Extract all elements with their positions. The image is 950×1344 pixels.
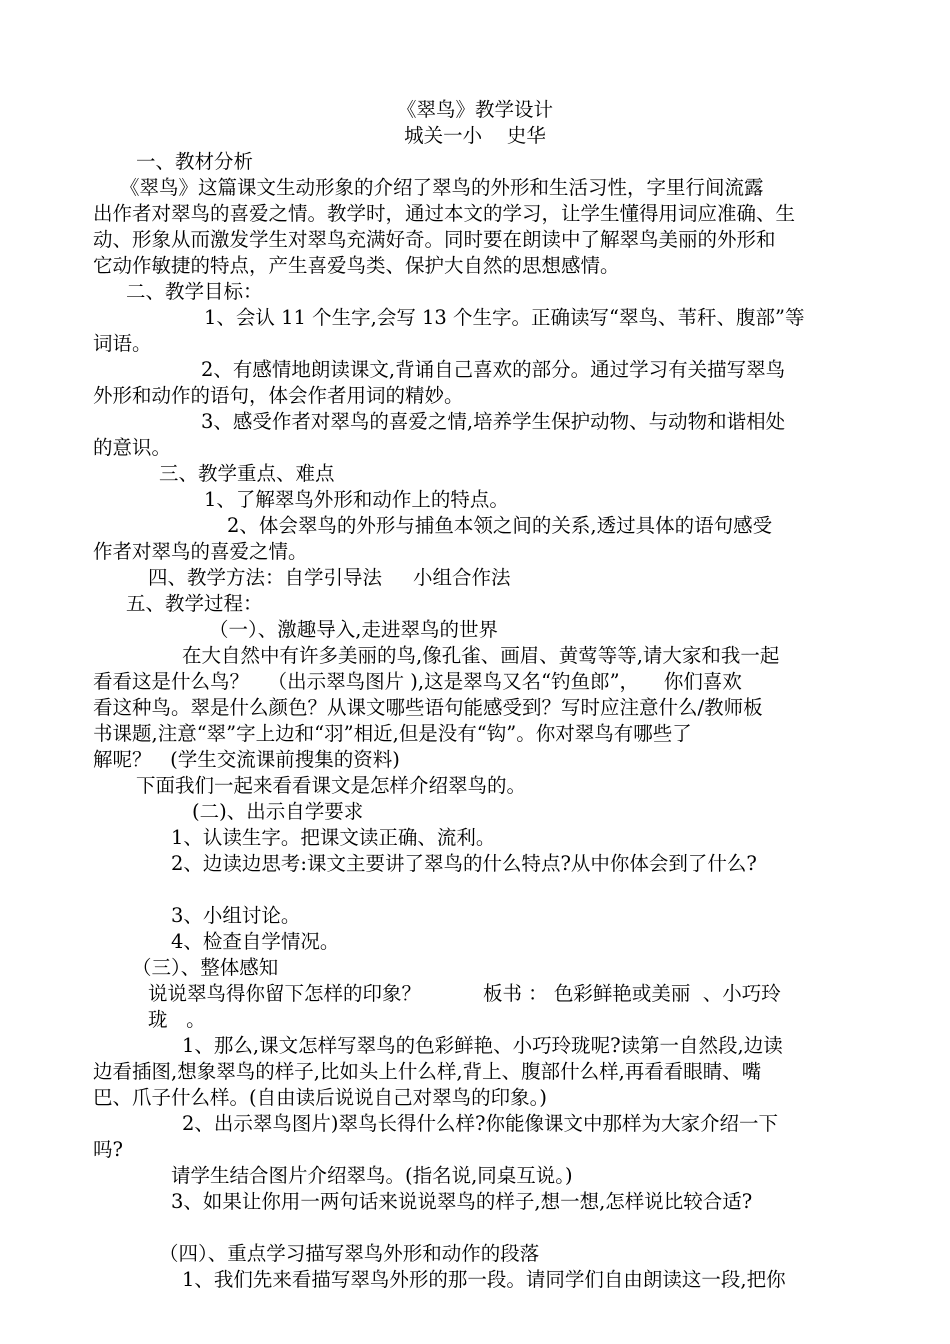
paragraph-line: 2、体会翠鸟的外形与捕鱼本领之间的关系,透过具体的语句感受 [227, 514, 773, 537]
paragraph-line: 说说翠鸟得你留下怎样的印象？ 板书 ： 色彩鲜艳或美丽 、小巧玲 [148, 982, 781, 1005]
paragraph-line: 巴、爪子什么样。(自由读后说说自己对翠鸟的印象。) [93, 1086, 547, 1109]
heading-2: 二、教学目标： [126, 280, 263, 303]
paragraph-line: 3、如果让你用一两句话来说说翠鸟的样子,想一想,怎样说比较合适? [171, 1190, 753, 1213]
heading-3: 三、教学重点、难点 [159, 462, 335, 485]
doc-title: 《翠鸟》教学设计 [396, 98, 553, 121]
paragraph-line: 下面我们一起来看看课文是怎样介绍翠鸟的。 [136, 774, 527, 797]
subheading: (二)、出示自学要求 [192, 800, 364, 823]
paragraph-line: 外形和动作的语句，体会作者用词的精妙。 [93, 384, 464, 407]
paragraph-line: 的意识。 [93, 436, 172, 459]
paragraph-line: 动、形象从而激发学生对翠鸟充满好奇。同时要在朗读中了解翠鸟美丽的外形和 [93, 228, 776, 251]
paragraph-line: 书课题,注意“翠”字上边和“羽”相近,但是没有“钩”。你对翠鸟有哪些了 [93, 722, 692, 745]
paragraph-line: 2、出示翠鸟图片)翠鸟长得什么样?你能像课文中那样为大家介绍一下 [182, 1112, 778, 1135]
paragraph-line: 1、认读生字。把课文读正确、流利。 [171, 826, 496, 849]
paragraph-line: 出作者对翠鸟的喜爱之情。教学时，通过本文的学习，让学生懂得用词应准确、生 [93, 202, 796, 225]
subheading: （三）、整体感知 [132, 956, 279, 979]
paragraph-line: 1、会认 11 个生字,会写 13 个生字。正确读写“翠鸟、苇秆、腹部”等 [204, 306, 805, 329]
paragraph-line: 4、检查自学情况。 [171, 930, 340, 953]
paragraph-line: 吗? [93, 1138, 123, 1161]
paragraph-line: 2、边读边思考:课文主要讲了翠鸟的什么特点?从中你体会到了什么? [171, 852, 757, 875]
paragraph-line: 请学生结合图片介绍翠鸟。(指名说,同桌互说。) [171, 1164, 573, 1187]
paragraph-line: 解呢？ (学生交流课前搜集的资料) [93, 748, 400, 771]
paragraph-line: 《翠鸟》这篇课文生动形象的介绍了翠鸟的外形和生活习性，字里行间流露 [120, 176, 764, 199]
paragraph-line: 3、感受作者对翠鸟的喜爱之情,培养学生保护动物、与动物和谐相处 [201, 410, 786, 433]
paragraph-line: 1、那么,课文怎样写翠鸟的色彩鲜艳、小巧玲珑呢?读第一自然段,边读 [182, 1034, 783, 1057]
heading-4: 四、教学方法：自学引导法 小组合作法 [148, 566, 511, 589]
subheading: （四）、重点学习描写翠鸟外形和动作的段落 [159, 1242, 540, 1265]
paragraph-line: 2、有感情地朗读课文,背诵自己喜欢的部分。通过学习有关描写翠鸟 [201, 358, 786, 381]
paragraph-line: 1、了解翠鸟外形和动作上的特点。 [204, 488, 509, 511]
paragraph-line: 3、小组讨论。 [171, 904, 301, 927]
paragraph-line: 在大自然中有许多美丽的鸟,像孔雀、画眉、黄莺等等,请大家和我一起 [182, 644, 780, 667]
doc-author: 城关一小 史华 [404, 124, 546, 147]
paragraph-line: 作者对翠鸟的喜爱之情。 [93, 540, 308, 563]
paragraph-line: 看这种鸟。翠是什么颜色？从课文哪些语句能感受到？写时应注意什么/教师板 [93, 696, 763, 719]
paragraph-line: 边看插图,想象翠鸟的样子,比如头上什么样,背上、腹部什么样,再看看眼睛、嘴 [93, 1060, 762, 1083]
paragraph-line: 1、我们先来看描写翠鸟外形的那一段。请同学们自由朗读这一段,把你 [182, 1268, 786, 1291]
paragraph-line: 珑 。 [148, 1008, 206, 1031]
subheading: （一）、激趣导入,走进翠鸟的世界 [209, 618, 498, 641]
heading-1: 一、教材分析 [136, 150, 254, 173]
paragraph-line: 它动作敏捷的特点，产生喜爱鸟类、保护大自然的思想感情。 [93, 254, 620, 277]
heading-5: 五、教学过程： [126, 592, 263, 615]
paragraph-line: 看看这是什么鸟？ （出示翠鸟图片 ),这是翠鸟又名“钓鱼郎”， 你们喜欢 [93, 670, 742, 693]
paragraph-line: 词语。 [93, 332, 152, 355]
